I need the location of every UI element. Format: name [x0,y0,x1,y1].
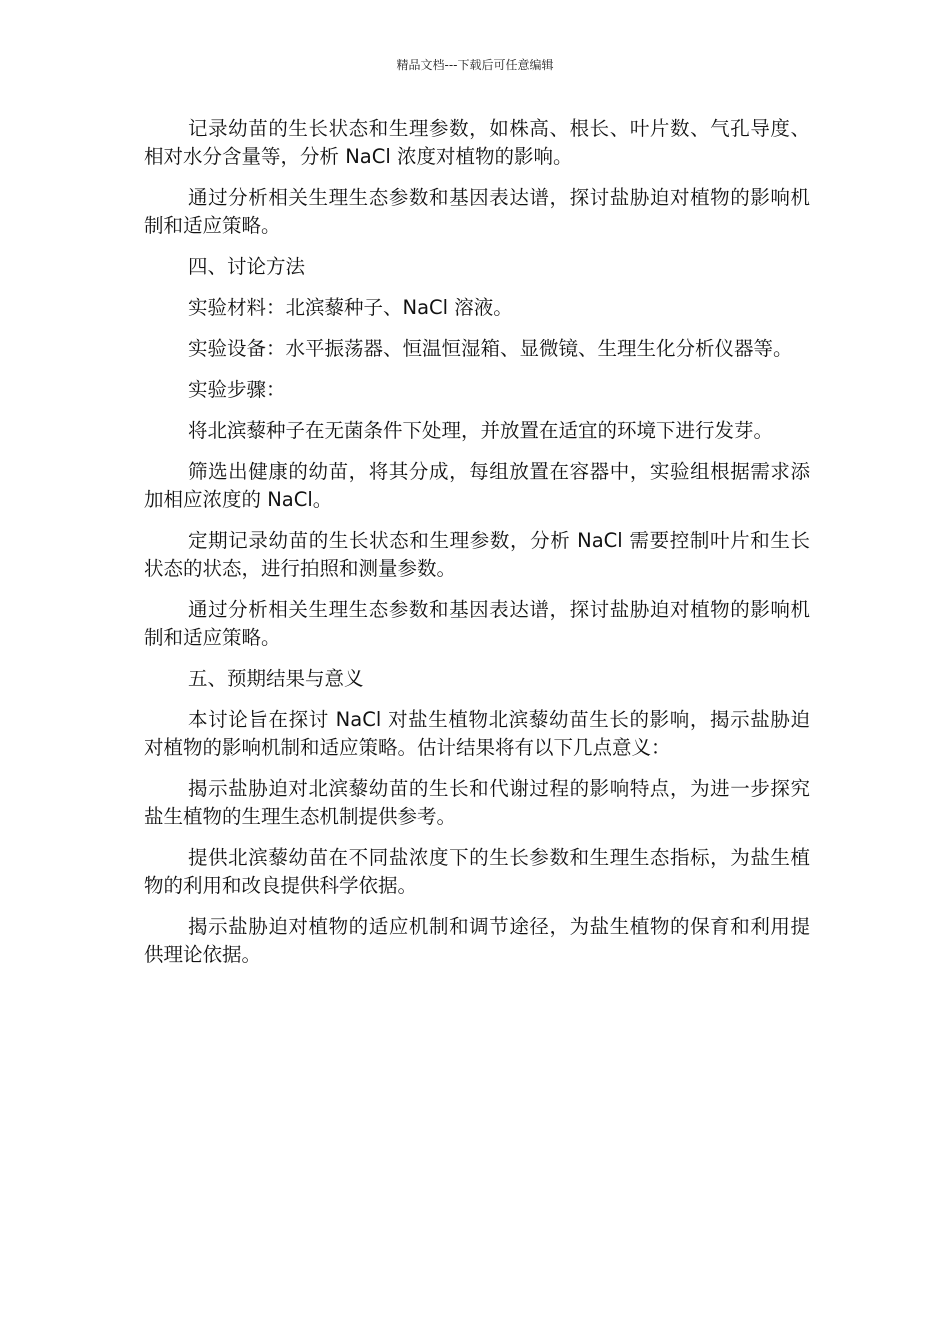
paragraph-step-germination: 将北滨藜种子在无菌条件下处理，并放置在适宜的环境下进行发芽。 [188,419,774,442]
paragraph-significance-2: 提供北滨藜幼苗在不同盐浓度下的生长参数和生理生态指标，为盐生植物的利用和改良提供科学依据。 [144,846,810,897]
paragraph-purpose: 本讨论旨在探讨 NaCl 对盐生植物北滨藜幼苗生长的影响，揭示盐胁迫对植物的影响机制和适应策略。估计结果将有以下几点意义： [144,708,810,759]
paragraph-materials: 实验材料：北滨藜种子、NaCl 溶液。 [188,296,513,319]
paragraph-step-grouping: 筛选出健康的幼苗，将其分成，每组放置在容器中，实验组根据需求添加相应浓度的 NaCl。 [144,460,810,511]
paragraph-equipment: 实验设备：水平振荡器、恒温恒湿箱、显微镜、生理生化分析仪器等。 [188,337,793,360]
paragraph-significance-1: 揭示盐胁迫对北滨藜幼苗的生长和代谢过程的影响特点，为进一步探究盐生植物的生理生态机制提供参考。 [144,777,810,828]
document-body [144,115,810,982]
paragraph-steps-label: 实验步骤： [188,378,286,401]
paragraph-significance-3: 揭示盐胁迫对植物的适应机制和调节途径，为盐生植物的保育和利用提供理论依据。 [144,915,810,966]
paragraph-analysis-mechanism: 通过分析相关生理生态参数和基因表达谱，探讨盐胁迫对植物的影响机制和适应策略。 [144,186,810,237]
section-heading-methods: 四、讨论方法 [188,255,306,278]
page-header: 精品文档---下载后可任意编辑 [396,58,554,72]
paragraph-step-analysis: 通过分析相关生理生态参数和基因表达谱，探讨盐胁迫对植物的影响机制和适应策略。 [144,598,810,649]
section-heading-results: 五、预期结果与意义 [188,667,364,690]
paragraph-step-recording: 定期记录幼苗的生长状态和生理参数，分析 NaCl 需要控制叶片和生长状态的状态，进行拍照和测量参数。 [144,529,810,580]
paragraph-record-parameters: 记录幼苗的生长状态和生理参数，如株高、根长、叶片数、气孔导度、相对水分含量等，分析 NaCl 浓度对植物的影响。 [144,117,810,168]
